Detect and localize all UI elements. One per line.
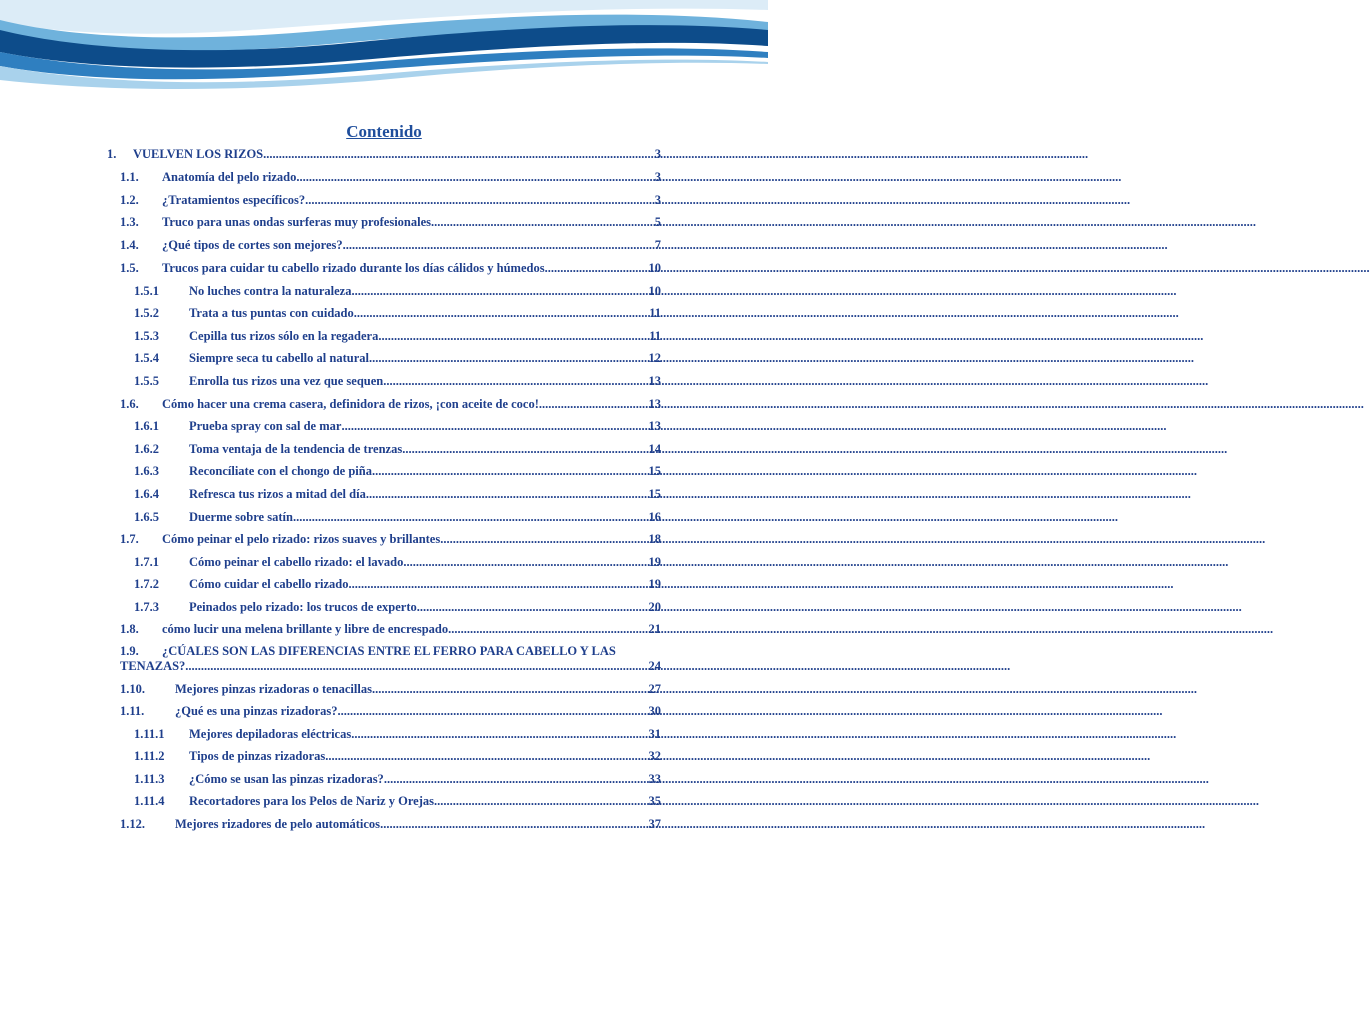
toc-title: Contenido	[346, 122, 422, 141]
toc-entry-number: 1.5.2	[134, 306, 159, 320]
toc-leader-dots	[296, 169, 654, 185]
toc-entry-page: 3	[654, 147, 661, 161]
toc-leader-dots	[372, 681, 649, 697]
toc-entry-text: Trata a tus puntas con cuidado	[189, 306, 354, 320]
toc-entry-number: 1.6.4	[134, 487, 159, 501]
toc-entry-page: 19	[648, 577, 661, 591]
toc-leader-dots	[417, 599, 649, 615]
toc-entry-number: 1.11.2	[134, 749, 165, 763]
toc-entry[interactable]	[134, 486, 661, 502]
toc-leader-dots	[305, 192, 655, 208]
toc-entry-number: 1.6.5	[134, 510, 159, 524]
toc-entry-page: 16	[648, 510, 661, 524]
toc-entry-text: ¿Tratamientos específicos?	[162, 193, 306, 207]
toc-entry-text: Reconcíliate con el chongo de piña	[189, 464, 372, 478]
toc-leader-dots	[343, 237, 655, 253]
toc-leader-dots	[351, 283, 648, 299]
toc-entry[interactable]	[120, 214, 661, 230]
toc-entry-number: 1.	[107, 147, 117, 161]
toc-entry[interactable]	[134, 463, 661, 479]
toc-entry-text-continued: TENAZAS?	[120, 659, 186, 673]
toc-entry[interactable]	[107, 146, 661, 162]
toc-leader-dots	[380, 816, 648, 832]
toc-entry-text: ¿CÚALES SON LAS DIFERENCIAS ENTRE EL FERRO PARA CABELLO Y LAS	[162, 644, 616, 658]
toc-entry-number: 1.7.3	[134, 600, 159, 614]
toc-entry-page: 12	[648, 351, 661, 365]
toc-entry-text: Truco para unas ondas surferas muy profesionales	[162, 215, 432, 229]
toc-entry[interactable]	[120, 681, 661, 697]
toc-entry[interactable]	[134, 283, 661, 299]
toc-entry-number: 1.5.3	[134, 329, 159, 343]
toc-leader-dots	[384, 771, 649, 787]
toc-entry-text: Trucos para cuidar tu cabello rizado durante los días cálidos y húmedos	[162, 261, 545, 275]
toc-entry[interactable]	[134, 305, 661, 321]
toc-entry-number: 1.9.	[120, 644, 139, 658]
toc-entry[interactable]	[134, 373, 661, 389]
toc-entry[interactable]	[134, 509, 661, 525]
toc-entry-text: ¿Cómo se usan las pinzas rizadoras?	[189, 772, 384, 786]
toc-leader-dots	[293, 509, 649, 525]
toc-entry[interactable]	[134, 748, 661, 764]
toc-leader-dots	[369, 350, 649, 366]
toc-entry-page: 13	[648, 419, 661, 433]
toc-leader-dots	[434, 793, 649, 809]
toc-entry-page: 3	[654, 193, 661, 207]
toc-entry-continuation[interactable]	[120, 658, 661, 674]
toc-entry-page: 30	[648, 704, 661, 718]
toc-entry-text: Toma ventaja de la tendencia de trenzas	[189, 442, 403, 456]
toc-entry-number: 1.5.	[120, 261, 139, 275]
toc-leader-dots	[372, 463, 649, 479]
toc-entry[interactable]	[134, 726, 661, 742]
toc-entry-text: Cómo peinar el pelo rizado: rizos suaves y brillantes	[162, 532, 441, 546]
toc-entry-text: Cómo hacer una crema casera, definidora de rizos, ¡con aceite de coco!	[162, 397, 539, 411]
toc-entry-page: 37	[648, 817, 661, 831]
toc-entry-page: 27	[648, 682, 661, 696]
toc-entry-text: Refresca tus rizos a mitad del día	[189, 487, 366, 501]
toc-entry-number: 1.5.5	[134, 374, 159, 388]
toc-entry-number: 1.11.4	[134, 794, 165, 808]
toc-entry-page: 10	[648, 284, 661, 298]
toc-entry-number: 1.6.3	[134, 464, 159, 478]
toc-entry-number: 1.10.	[120, 682, 145, 696]
toc-entry[interactable]	[120, 192, 661, 208]
toc-entry-page: 33	[648, 772, 661, 786]
toc-entry-number: 1.7.	[120, 532, 139, 546]
toc-leader-dots	[366, 486, 649, 502]
toc-entry[interactable]	[120, 816, 661, 832]
toc-leader-dots	[341, 418, 648, 434]
toc-entry[interactable]	[134, 771, 661, 787]
toc-entry[interactable]	[120, 643, 661, 659]
toc-entry-page: 13	[648, 397, 661, 411]
toc-entry-number: 1.11.3	[134, 772, 165, 786]
toc-entry-number: 1.5.1	[134, 284, 159, 298]
toc-entry-page: 21	[648, 622, 661, 636]
toc-entry-number: 1.5.4	[134, 351, 159, 365]
toc-entry-text: Mejores pinzas rizadoras o tenacillas	[175, 682, 372, 696]
toc-entry-number: 1.12.	[120, 817, 145, 831]
toc-leader-dots	[545, 260, 649, 276]
toc-entry-number: 1.8.	[120, 622, 139, 636]
toc-entry-number: 1.7.2	[134, 577, 159, 591]
toc-entry[interactable]	[120, 621, 661, 637]
header-wave-decoration	[0, 0, 768, 92]
toc-entry-number: 1.11.1	[134, 727, 165, 741]
toc-entry-text: Enrolla tus rizos una vez que sequen	[189, 374, 384, 388]
toc-entry-text: No luches contra la naturaleza	[189, 284, 352, 298]
toc-entry-number: 1.6.1	[134, 419, 159, 433]
toc-leader-dots	[440, 531, 648, 547]
toc-entry-number: 1.1.	[120, 170, 139, 184]
toc-entry[interactable]	[120, 531, 661, 547]
toc-entry-number: 1.3.	[120, 215, 139, 229]
toc-entry-page: 15	[648, 487, 661, 501]
toc-entry[interactable]	[120, 169, 661, 185]
toc-entry-page: 15	[648, 464, 661, 478]
toc-entry[interactable]	[120, 260, 661, 276]
toc-entry-number: 1.6.2	[134, 442, 159, 456]
toc-entry-page: 18	[648, 532, 661, 546]
toc-entry-page: 3	[654, 170, 661, 184]
toc-entry-text: Mejores depiladoras eléctricas	[189, 727, 352, 741]
toc-entry-text: ¿Qué es una pinzas rizadoras?	[175, 704, 338, 718]
toc-leader-dots	[325, 748, 648, 764]
toc-entry-text: Cómo peinar el cabello rizado: el lavado	[189, 555, 404, 569]
toc-entry[interactable]	[134, 441, 661, 457]
toc-entry[interactable]	[120, 396, 661, 412]
toc-leader-dots	[263, 146, 655, 162]
toc-entry-number: 1.6.	[120, 397, 139, 411]
toc-entry-page: 5	[654, 215, 661, 229]
toc-entry-text: VUELVEN LOS RIZOS	[133, 147, 264, 161]
toc-entry-page: 19	[648, 555, 661, 569]
toc-entry-number: 1.11.	[120, 704, 145, 718]
toc-entry-page: 35	[648, 794, 661, 808]
toc-entry-number: 1.4.	[120, 238, 139, 252]
toc-entry[interactable]	[134, 599, 661, 615]
toc-leader-dots	[338, 703, 649, 719]
toc-entry-page: 24	[648, 659, 661, 673]
toc-entry-page: 20	[648, 600, 661, 614]
toc-entry[interactable]	[134, 418, 661, 434]
toc-leader-dots	[431, 214, 655, 230]
toc-entry[interactable]	[134, 554, 661, 570]
toc-entry-page: 11	[649, 306, 661, 320]
toc-entry-text: ¿Qué tipos de cortes son mejores?	[162, 238, 343, 252]
toc-entry-text: Duerme sobre satín	[189, 510, 293, 524]
toc-entry-text: Cepilla tus rizos sólo en la regadera	[189, 329, 379, 343]
toc-entry-text: Prueba spray con sal de mar	[189, 419, 342, 433]
toc-entry-page: 11	[649, 329, 661, 343]
toc-entry-text: Siempre seca tu cabello al natural	[189, 351, 369, 365]
toc-entry-number: 1.7.1	[134, 555, 159, 569]
toc-leader-dots	[348, 576, 648, 592]
toc-entry[interactable]	[120, 237, 661, 253]
toc-entry[interactable]	[134, 793, 661, 809]
toc-entry[interactable]	[134, 576, 661, 592]
toc-entry-page: 10	[648, 261, 661, 275]
toc-entry-page: 31	[648, 727, 661, 741]
toc-leader-dots	[403, 554, 648, 570]
toc-leader-dots	[185, 658, 648, 674]
toc-entry-page: 7	[654, 238, 661, 252]
toc-entry-text: Tipos de pinzas rizadoras	[189, 749, 326, 763]
toc-entry-page: 32	[648, 749, 661, 763]
toc-leader-dots	[354, 305, 649, 321]
toc-leader-dots	[383, 373, 648, 389]
toc-entry-text: Peinados pelo rizado: los trucos de experto	[189, 600, 417, 614]
toc-leader-dots	[402, 441, 648, 457]
toc-leader-dots	[539, 396, 649, 412]
toc-leader-dots	[448, 621, 648, 637]
toc-entry[interactable]	[134, 350, 661, 366]
toc-entry-text: Mejores rizadores de pelo automáticos	[175, 817, 381, 831]
toc-entry[interactable]	[120, 703, 661, 719]
toc-leader-dots	[351, 726, 648, 742]
toc-leader-dots	[378, 328, 649, 344]
toc-entry-text: Cómo cuidar el cabello rizado	[189, 577, 349, 591]
toc-entry-text: Recortadores para los Pelos de Nariz y Orejas	[189, 794, 434, 808]
toc-entry-page: 13	[648, 374, 661, 388]
toc-entry-text: Anatomía del pelo rizado	[162, 170, 297, 184]
toc-entry-text: cómo lucir una melena brillante y libre de encrespado	[162, 622, 449, 636]
toc-entry[interactable]	[134, 328, 661, 344]
toc-entry-number: 1.2.	[120, 193, 139, 207]
toc-entry-page: 14	[648, 442, 661, 456]
